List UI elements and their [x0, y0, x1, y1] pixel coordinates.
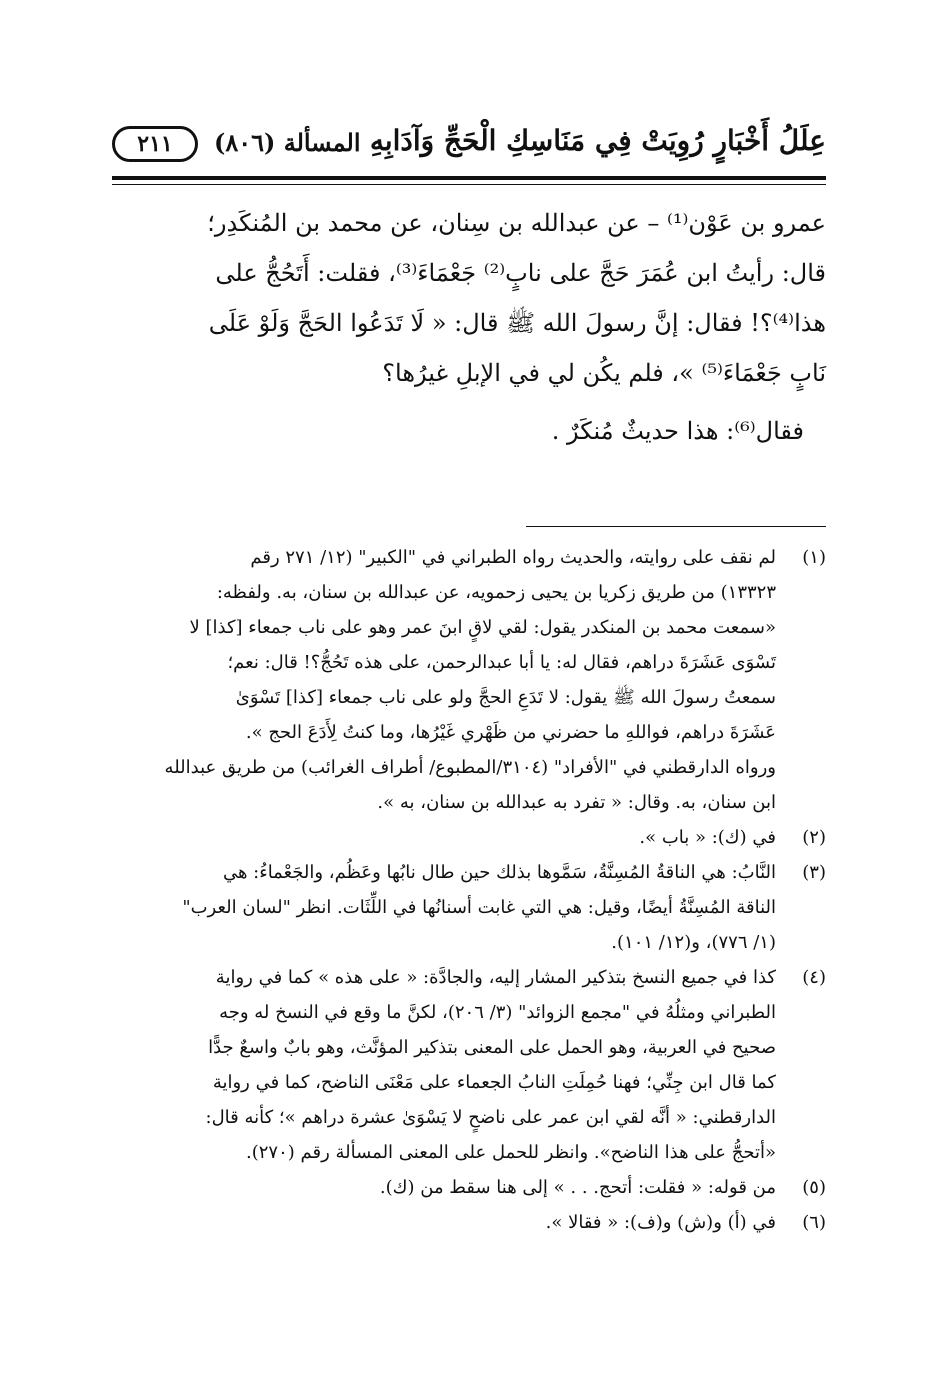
- footnote-line: «أتحجُّ على هذا الناضح». وانظر للحمل على المعنى المسألة رقم (٢٧٠).: [245, 1142, 776, 1163]
- issue-label: المسألة (٨٠٦): [214, 128, 361, 157]
- main-line: قال: رأيتُ ابن عُمَرَ حَجَّ على نابٍ⁽²⁾ جَعْمَاءَ⁽³⁾، فقلت: أَتَحُجُّ على: [215, 259, 826, 287]
- footnote-line: ١٣٣٢٣) من طريق زكريا بن يحيى زحمويه، عن عبدالله بن سنان، به. ولفظه:: [216, 582, 776, 603]
- book-title: عِلَلُ أَخْبَارٍ رُوِيَتْ فِي مَنَاسِكِ الْحَجِّ وَآدَابِهِ: [369, 124, 826, 157]
- footnote-number: (٢): [802, 827, 826, 848]
- footnote-line: ابن سنان، به. وقال: « تفرد به عبدالله بن سنان، به ».: [377, 792, 776, 813]
- footnote-separator: [526, 526, 826, 527]
- main-line: نَابٍ جَعْمَاءَ⁽⁵⁾ »، فلم يكُن لي في الإبلِ غيرُها؟: [382, 359, 826, 387]
- main-text: [112, 198, 826, 456]
- footnote-line: من قوله: « فقلت: أتحج. . . » إلى هنا سقط من (ك).: [379, 1177, 776, 1198]
- footnote-1: [112, 540, 826, 820]
- footnote-line: في (أ) و(ش) و(ف): « فقالا ».: [545, 1212, 776, 1233]
- footnote-line: سمعتُ رسولَ الله ﷺ يقول: لا تَدَعِ الحجَّ ولو على ناب جمعاء [كذا] تَسْوَىٰ: [235, 687, 776, 708]
- footnote-line: عَشَرَةَ دراهم، فواللهِ ما حضرني من ظَهْري غَيْرُها، وما كنتُ لِأَدَعَ الحج ».: [245, 722, 776, 743]
- header-rule-thin: [112, 184, 826, 185]
- footnote-number: (١): [802, 547, 826, 568]
- footnote-number: (٣): [802, 862, 826, 883]
- footnote-6: [112, 1205, 826, 1240]
- footnote-line: في (ك): « باب ».: [639, 827, 776, 848]
- footnote-5: [112, 1170, 826, 1205]
- footnote-line: (١/ ٧٧٦)، و(١٢/ ١٠١).: [611, 932, 776, 953]
- footnote-line: ورواه الدارقطني في "الأفراد" (٣١٠٤/المطبوع/ أطراف الغرائب) من طريق عبدالله: [164, 757, 776, 778]
- footnote-3: [112, 855, 826, 960]
- main-line: عمرو بن عَوْن⁽¹⁾ – عن عبدالله بن سِنان، عن محمد بن المُنكَدِر؛: [207, 209, 826, 237]
- footnote-line: صحيح في العربية، وهو الحمل على المعنى بتذكير المؤنَّث، وهو بابٌ واسعٌ جدًّا: [208, 1037, 776, 1058]
- main-line: فقال⁽⁶⁾: هذا حديثٌ مُنكَرٌ .: [551, 417, 804, 445]
- footnote-line: النَّابُ: هي الناقةُ المُسِنَّةُ، سَمَّوها بذلك حين طال نابُها وعَظُم، والجَعْماءُ: هي: [222, 862, 776, 883]
- footnote-number: (٥): [802, 1177, 826, 1198]
- page-number: ٢١١: [112, 126, 198, 162]
- footnote-line: الناقة المُسِنَّةُ أيضًا، وقيل: هي التي غابت أسنانُها في اللِّثَات. انظر "لسان العرب": [182, 897, 776, 918]
- footnote-line: لم نقف على روايته، والحديث رواه الطبراني في "الكبير" (١٢/ ٢٧١ رقم: [250, 547, 776, 568]
- header-rule-thick: [112, 176, 826, 180]
- footnote-line: كذا في جميع النسخ بتذكير المشار إليه، والجادَّة: « على هذه » كما في رواية: [215, 967, 776, 988]
- footnote-number: (٦): [802, 1212, 826, 1233]
- footnote-number: (٤): [802, 967, 826, 988]
- footnote-line: الدارقطني: « أنَّه لقي ابن عمر على ناضحٍ لا يَسْوَىٰ عشرة دراهم »؛ كأنه قال:: [205, 1107, 776, 1128]
- footnote-line: «سمعت محمد بن المنكدر يقول: لقي لاقٍ ابنَ عمر وهو على ناب جمعاء [كذا] لا: [189, 617, 776, 638]
- footnote-4: [112, 960, 826, 1170]
- footnote-2: [112, 820, 826, 855]
- footnote-line: تَسْوَى عَشَرَةَ دراهم، فقال له: يا أبا عبدالرحمن، على هذه تَحُجُّ؟! قال: نعم؛: [227, 652, 776, 673]
- main-line: هذا⁽⁴⁾؟! فقال: إنَّ رسولَ الله ﷺ قال: « لَا تَدَعُوا الحَجَّ وَلَوْ عَلَى: [208, 309, 826, 337]
- footnote-line: كما قال ابن جِنِّي؛ فهنا حُمِلَتِ النابُ الجعماء على مَعْنَى الناضح، كما في رواية: [212, 1072, 776, 1093]
- running-header: [112, 118, 826, 176]
- footnote-line: الطبراني ومثلُهُ في "مجمع الزوائد" (٣/ ٢٠٦)، لكنَّ ما وقع في النسخ له وجه: [219, 1002, 776, 1023]
- footnotes: [112, 540, 826, 1240]
